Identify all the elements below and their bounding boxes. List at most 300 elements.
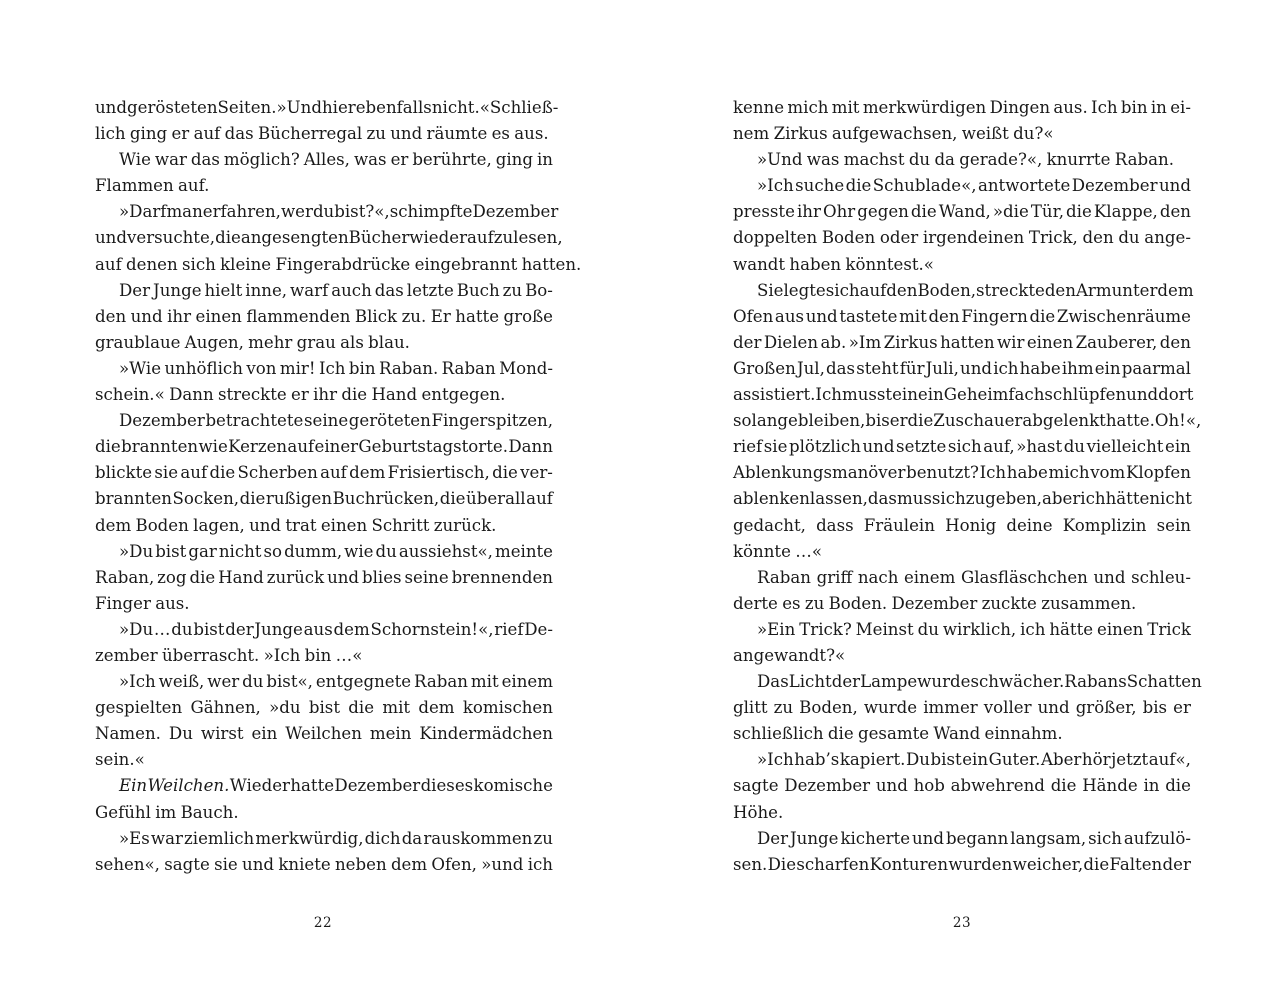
- word: Trick: [1147, 619, 1191, 639]
- text-line: [95, 330, 553, 356]
- word: Ich: [815, 385, 842, 405]
- word: du: [1118, 228, 1140, 248]
- word: mit: [899, 306, 927, 326]
- word: zu: [804, 593, 825, 613]
- word: grau: [296, 332, 336, 352]
- word: und: [960, 358, 993, 378]
- word: wir: [996, 332, 1025, 352]
- word: und: [390, 124, 423, 144]
- word: ihr: [167, 306, 192, 326]
- text-line: [733, 643, 1191, 669]
- word: letzte: [406, 280, 454, 300]
- word: der: [733, 332, 762, 352]
- text-line: [733, 356, 1191, 382]
- word: er: [291, 385, 309, 405]
- word: du: [1063, 437, 1085, 457]
- word: erfahren,: [202, 202, 281, 222]
- word: sen.: [733, 854, 768, 874]
- word: ziemlich: [184, 828, 255, 848]
- word: zember: [95, 645, 158, 665]
- word: »Du: [119, 541, 154, 561]
- word: Schließ-: [489, 98, 559, 117]
- text-line: [95, 199, 559, 225]
- word: einem: [501, 672, 553, 692]
- word: immer: [923, 698, 978, 718]
- word: Zuschauer: [933, 411, 1023, 431]
- text-line: [95, 565, 553, 591]
- word: trat: [285, 515, 317, 535]
- word: wer: [207, 672, 240, 692]
- word: Kindermädchen: [419, 724, 553, 744]
- word: auch: [331, 280, 372, 300]
- word: Großen: [733, 358, 796, 378]
- word: »Es: [119, 828, 150, 848]
- word: bist: [155, 541, 187, 561]
- word: Raban: [441, 358, 496, 378]
- word: Dingen: [989, 98, 1051, 117]
- word: kenne: [733, 98, 785, 117]
- word: war: [150, 828, 183, 848]
- text-line: [95, 747, 553, 773]
- word: Dezember: [119, 411, 205, 431]
- word: »du: [269, 698, 301, 718]
- word: auf: [320, 463, 347, 483]
- word: einen: [1026, 332, 1074, 352]
- word: aus.: [514, 124, 549, 144]
- text-line: [733, 121, 1191, 147]
- word: aufzulesen,: [467, 228, 563, 248]
- word: Junge: [153, 280, 202, 300]
- word: sein: [1156, 515, 1191, 535]
- text-line: [733, 304, 1191, 330]
- word: das: [867, 489, 897, 509]
- text-line: [733, 800, 1191, 826]
- word: das: [190, 150, 220, 170]
- word: du: [171, 619, 193, 639]
- word: Aber: [1041, 750, 1082, 770]
- word: dass: [816, 515, 854, 535]
- word: wurde: [863, 698, 918, 718]
- word: einem: [903, 567, 956, 587]
- word: blau.: [368, 332, 410, 352]
- word: zu: [366, 124, 386, 144]
- word: und: [862, 437, 895, 457]
- word: Namen.: [95, 724, 161, 744]
- word: der: [831, 672, 861, 692]
- right-page-number: 23: [952, 915, 972, 931]
- word: die: [1165, 776, 1191, 796]
- word: hätte: [1105, 489, 1150, 509]
- word: sehen«,: [95, 854, 160, 874]
- word: machst: [843, 150, 905, 170]
- word: …«: [335, 645, 363, 665]
- word: gerösteten: [127, 98, 218, 117]
- word: ein: [1094, 358, 1121, 378]
- word: und: [805, 306, 838, 326]
- word: nicht: [1149, 489, 1192, 509]
- word: Raban.: [378, 358, 439, 378]
- word: ab.: [820, 332, 847, 352]
- word: schließlich: [733, 724, 824, 744]
- word: Kerzen: [228, 437, 288, 457]
- text-line: [733, 695, 1191, 721]
- word: als: [340, 332, 364, 352]
- word: »Ich: [119, 672, 156, 692]
- word: Jul,: [796, 358, 825, 378]
- word: Flammen: [95, 176, 174, 196]
- word: gerade?«,: [959, 150, 1043, 170]
- word: Hand: [371, 385, 418, 405]
- word: deine: [1006, 515, 1053, 535]
- word: den: [1159, 332, 1191, 352]
- word: …«: [795, 541, 822, 561]
- word: langsam,: [1010, 828, 1087, 848]
- word: du: [312, 202, 335, 222]
- text-line: [733, 460, 1191, 486]
- text-line: [95, 539, 553, 565]
- word: rußigen: [265, 489, 333, 509]
- word: war: [154, 150, 187, 170]
- word: ein: [917, 385, 944, 405]
- word: habe: [1006, 463, 1048, 483]
- word: blickte: [95, 463, 153, 483]
- word: da: [401, 828, 423, 848]
- word: Zirkus: [773, 124, 828, 144]
- word: brannten: [121, 437, 199, 457]
- word: bis: [865, 411, 890, 431]
- word: Raban: [414, 672, 468, 692]
- word: Scherben: [237, 463, 318, 483]
- word: einen: [320, 515, 368, 535]
- word: einen: [195, 306, 242, 326]
- word: man: [166, 202, 203, 222]
- text-line: [733, 225, 1191, 251]
- word: zu: [773, 698, 794, 718]
- word: Ich: [1091, 98, 1118, 117]
- word: aus.: [155, 593, 190, 613]
- word: räumte: [426, 124, 488, 144]
- word: und: [327, 567, 360, 587]
- word: mehr: [248, 332, 293, 352]
- word: muss: [896, 489, 941, 509]
- word: hatten: [940, 332, 995, 352]
- text-line: [733, 826, 1191, 852]
- word: nicht.«: [431, 98, 490, 117]
- word: knurrte: [1046, 150, 1111, 170]
- word: Bücher: [348, 228, 410, 248]
- word: Komplizin: [1062, 515, 1147, 535]
- word: gegen: [857, 202, 909, 222]
- text-line: [733, 617, 1191, 643]
- word: die: [189, 567, 216, 587]
- word: »die: [992, 202, 1029, 222]
- word: von: [246, 358, 277, 378]
- word: Weilchen.: [147, 776, 230, 796]
- word: weicher,: [1012, 854, 1084, 874]
- text-line: [95, 800, 553, 826]
- word: gesamte: [857, 724, 930, 744]
- word: Hände: [1082, 776, 1138, 796]
- word: oder: [879, 228, 919, 248]
- word: Ablenkungsmanöver: [733, 463, 906, 483]
- text-line: [95, 460, 553, 486]
- word: vielleicht: [1086, 437, 1164, 457]
- word: gar: [188, 541, 217, 561]
- word: Alles,: [303, 150, 350, 170]
- text-line: [733, 147, 1191, 173]
- word: wie: [344, 541, 374, 561]
- word: Gähnen,: [190, 698, 261, 718]
- word: rief: [733, 437, 763, 457]
- text-line: [733, 852, 1191, 878]
- word: dem: [95, 515, 132, 535]
- word: Trick?: [799, 619, 852, 639]
- word: in: [1143, 776, 1160, 796]
- word: ich: [1020, 619, 1046, 639]
- word: weißt: [961, 124, 1009, 144]
- word: ein: [251, 724, 278, 744]
- word: geröteten: [348, 411, 431, 431]
- word: Schornstein!«,: [370, 619, 494, 639]
- word: De-: [524, 619, 553, 639]
- word: einen: [1097, 619, 1144, 639]
- word: bis: [1142, 698, 1168, 718]
- word: musste: [841, 385, 902, 405]
- word: Weilchen: [285, 724, 362, 744]
- word: sie: [214, 854, 238, 874]
- word: aus: [303, 619, 333, 639]
- word: sie: [154, 463, 179, 483]
- word: du: [917, 619, 939, 639]
- text-line: [95, 121, 553, 147]
- word: überrascht.: [162, 645, 260, 665]
- word: ihr: [796, 202, 821, 222]
- word: nem: [733, 124, 770, 144]
- word: nach: [857, 567, 899, 587]
- text-line: [95, 382, 553, 408]
- word: glitt: [733, 698, 768, 718]
- word: Ofen,: [431, 854, 477, 874]
- word: und: [1037, 698, 1070, 718]
- word: ich: [940, 489, 966, 509]
- word: ein: [962, 750, 989, 770]
- word: einnahm.: [984, 724, 1063, 744]
- word: was: [806, 150, 840, 170]
- word: kapiert.: [839, 750, 906, 770]
- right-page-text: [733, 95, 1202, 878]
- word: entgegnete: [315, 672, 412, 692]
- word: aber: [1042, 489, 1081, 509]
- word: Arm: [1075, 280, 1112, 300]
- word: hob: [913, 776, 945, 796]
- word: schwächer.: [970, 672, 1065, 692]
- word: jetzt: [1111, 750, 1149, 770]
- word: seine: [404, 567, 449, 587]
- word: Zirkus: [883, 332, 938, 352]
- word: du: [242, 672, 264, 692]
- word: vom: [1090, 463, 1126, 483]
- word: rief: [494, 619, 524, 639]
- word: Die: [767, 854, 797, 874]
- word: steht: [856, 358, 899, 378]
- word: die: [348, 698, 375, 718]
- word: auf: [526, 489, 553, 509]
- text-line: [95, 147, 553, 173]
- text-line: [95, 617, 553, 643]
- word: schleu-: [1131, 567, 1191, 587]
- text-line: [95, 591, 553, 617]
- word: hielt: [204, 280, 243, 300]
- word: zurück: [266, 567, 325, 587]
- word: Oh!«,: [1154, 411, 1202, 431]
- word: Dann: [169, 385, 214, 405]
- word: bist?«,: [334, 202, 390, 222]
- word: habe: [1019, 358, 1061, 378]
- word: versuchte,: [127, 228, 216, 248]
- word: wurde: [917, 672, 971, 692]
- word: Gefühl: [95, 802, 151, 822]
- word: wirklich,: [942, 619, 1017, 639]
- word: ich: [993, 358, 1019, 378]
- word: Dezember: [784, 776, 871, 796]
- word: der: [1162, 854, 1191, 874]
- word: zurück.: [433, 515, 497, 535]
- word: Schritt: [371, 515, 430, 535]
- text-line: [95, 669, 553, 695]
- word: hätte: [1049, 619, 1094, 639]
- word: Klopfen: [1125, 463, 1191, 483]
- word: merkwürdigen: [862, 98, 987, 117]
- word: Der: [119, 280, 151, 300]
- word: Ohr: [822, 202, 856, 222]
- word: du?«: [1013, 124, 1054, 144]
- word: und: [95, 98, 127, 117]
- word: Bo-: [525, 280, 553, 300]
- word: Wand: [933, 724, 981, 744]
- word: brennenden: [451, 567, 553, 587]
- word: Dezember: [891, 593, 978, 613]
- word: lange: [751, 411, 798, 431]
- word: in: [901, 385, 918, 405]
- word: bleiben,: [797, 411, 866, 431]
- word: auf: [193, 124, 221, 144]
- word: und: [1093, 567, 1126, 587]
- word: er: [390, 150, 409, 170]
- text-line: [95, 852, 553, 878]
- word: hatten.: [521, 254, 582, 274]
- word: mit: [470, 672, 499, 692]
- word: Buch: [456, 280, 500, 300]
- word: unter: [1111, 280, 1158, 300]
- word: tastete: [839, 306, 898, 326]
- word: Meinst: [855, 619, 914, 639]
- word: Buchrücken,: [332, 489, 440, 509]
- word: blies: [361, 567, 402, 587]
- word: auf.: [178, 176, 210, 196]
- text-line: [95, 304, 553, 330]
- word: große: [503, 306, 553, 326]
- word: kleine: [220, 254, 272, 274]
- text-line: [95, 225, 563, 251]
- word: plötzlich: [788, 437, 861, 457]
- word: und: [95, 228, 127, 248]
- word: wer: [280, 202, 313, 222]
- word: Junge: [790, 828, 839, 848]
- text-line: [733, 95, 1191, 121]
- word: eingebrannt: [414, 254, 518, 274]
- word: ich: [527, 854, 553, 874]
- word: den: [1044, 280, 1076, 300]
- text-line: [733, 278, 1194, 304]
- text-line: [733, 513, 1191, 539]
- word: ihm: [1061, 358, 1094, 378]
- word: Fingerspitzen,: [431, 411, 553, 431]
- word: aussiehst«,: [398, 541, 493, 561]
- text-line: [733, 199, 1191, 225]
- word: die: [492, 463, 518, 483]
- word: die: [439, 489, 466, 509]
- word: könntest.«: [845, 254, 934, 274]
- text-line: [733, 408, 1202, 434]
- word: rauskommen: [423, 828, 533, 848]
- word: Boden: [821, 228, 876, 248]
- word: zugeben,: [965, 489, 1042, 509]
- word: auf: [859, 280, 887, 300]
- word: Falten: [1109, 854, 1163, 874]
- word: Finger: [95, 593, 151, 613]
- text-line: [95, 278, 553, 304]
- word: Geheimfach: [943, 385, 1045, 405]
- text-line: [733, 173, 1191, 199]
- word: Ich: [318, 358, 346, 378]
- word: wieder: [409, 228, 468, 248]
- word: hab’s: [794, 750, 840, 770]
- word: ablenken: [733, 489, 810, 509]
- word: Geburtstagstorte.: [358, 437, 508, 457]
- word: sie: [763, 437, 788, 457]
- word: zog: [157, 567, 187, 587]
- word: ein: [1165, 437, 1191, 457]
- word: Schublade«,: [872, 176, 977, 196]
- word: griff: [816, 567, 853, 587]
- word: Du: [905, 750, 930, 770]
- word: die: [827, 724, 854, 744]
- word: ebenfalls: [355, 98, 432, 117]
- word: die: [907, 411, 934, 431]
- word: Raban,: [95, 567, 155, 587]
- word: betrachtete: [205, 411, 304, 431]
- word: auf«,: [1148, 750, 1191, 770]
- word: den: [1082, 228, 1114, 248]
- word: »Und: [757, 150, 803, 170]
- word: Dezember: [334, 776, 421, 796]
- word: Ein: [119, 776, 148, 796]
- word: kniete: [278, 854, 331, 874]
- word: Der: [757, 828, 789, 848]
- text-line: [733, 591, 1191, 617]
- text-line: [733, 486, 1191, 512]
- word: Licht: [788, 672, 832, 692]
- word: sein.«: [95, 750, 145, 770]
- word: einer: [314, 437, 359, 457]
- word: die: [95, 437, 121, 457]
- word: lagen,: [193, 515, 245, 535]
- word: Zauberer,: [1075, 332, 1158, 352]
- text-line: [733, 252, 1191, 278]
- word: schlüpfen: [1044, 385, 1127, 405]
- word: warf: [290, 280, 329, 300]
- word: du: [908, 150, 931, 170]
